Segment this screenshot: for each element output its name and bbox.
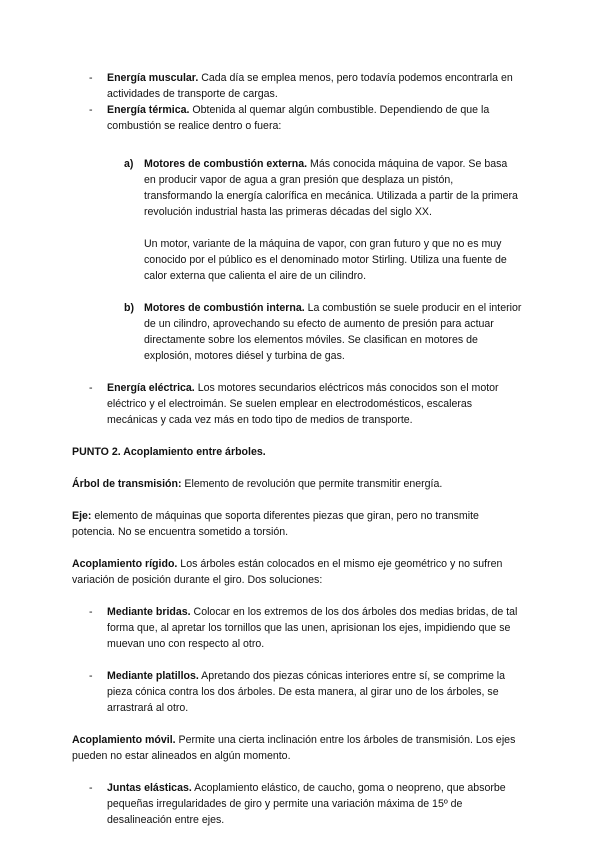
text-energia-termica: Obtenida al quemar algún combustible. Dependiendo de que la combustión se realice dentro o fuera: (107, 104, 490, 132)
text-bridas: Colocar en los extremos de los dos árboles dos medias bridas, de tal forma que, al apretar los tornillos que las unen, aprisionan los ejes, impidiendo que se muevan uno con respecto al otro. (107, 606, 518, 650)
text-movil: Permite una cierta inclinación entre los árboles de transmisión. Los ejes pueden no estar alineados en algún momento. (72, 734, 516, 762)
bullet-platillos (72, 668, 522, 716)
paragraph-eje (72, 508, 522, 540)
section-heading-text: PUNTO 2. Acoplamiento entre árboles. (72, 446, 266, 458)
section-heading-punto-2 (72, 444, 522, 460)
item-motores-externa (72, 156, 522, 284)
term-motores-externa: Motores de combustión externa. (144, 158, 308, 170)
bullet-juntas (72, 780, 522, 828)
paragraph-motor-stirling: Un motor, variante de la máquina de vapor, con gran futuro y que no es muy conocido por el público es el denominado motor Stirling. Utiliza una fuente de calor externa que calienta el aire de un cilindro. (144, 238, 507, 282)
term-motores-interna: Motores de combustión interna. (144, 302, 305, 314)
term-energia-electrica: Energía eléctrica. (107, 382, 195, 394)
term-rigido: Acoplamiento rígido. (72, 558, 178, 570)
paragraph-arbol (72, 476, 522, 492)
bullet-dash: - (89, 670, 93, 682)
bullet-dash: - (89, 72, 93, 84)
text-motores-externa: Más conocida máquina de vapor. Se basa en producir vapor de agua a gran presión que desplaza un pistón, transformando la energía calorífica en mecánica. Utilizada a partir de la primera revolución industrial hasta las primeras décadas del siglo XX. (144, 158, 518, 218)
bullet-energia-electrica (72, 380, 522, 428)
text-rigido: Los árboles están colocados en el mismo eje geométrico y no sufren variación de posición durante el giro. Dos soluciones: (72, 558, 503, 586)
bullet-energia-muscular (72, 70, 522, 102)
paragraph-motores-interna (144, 300, 522, 364)
item-motores-interna (72, 300, 522, 364)
bullet-dash: - (89, 382, 93, 394)
bullet-dash: - (89, 606, 93, 618)
text-motores-interna: La combustión se suele producir en el interior de un cilindro, aprovechando su efecto de aumento de presión para actuar directamente sobre los elementos móviles. Se clasifican en motores de explosión, motores diésel y turbina de gas. (144, 302, 522, 362)
text-eje: elemento de máquinas que soporta diferentes piezas que giran, pero no transmite potencia. No se encuentra sometido a torsión. (72, 510, 479, 538)
list-marker-b: b) (124, 302, 134, 314)
bullet-energia-termica (72, 102, 522, 134)
bullet-dash: - (89, 104, 93, 116)
list-marker-a: a) (124, 158, 134, 170)
text-energia-muscular: Cada día se emplea menos, pero todavía podemos encontrarla en actividades de transporte de cargas. (107, 72, 513, 100)
term-arbol: Árbol de transmisión: (72, 478, 182, 490)
text-arbol: Elemento de revolución que permite transmitir energía. (181, 478, 443, 490)
paragraph-movil (72, 732, 522, 764)
term-juntas: Juntas elásticas. (107, 782, 192, 794)
bullet-bridas (72, 604, 522, 652)
paragraph-motores-externa (144, 156, 522, 220)
paragraph-rigido (72, 556, 522, 588)
text-juntas: Acoplamiento elástico, de caucho, goma o neopreno, que absorbe pequeñas irregularidades de giro y permite una variación máxima de 15º de desalineación entre ejes. (107, 782, 506, 826)
term-eje: Eje: (72, 510, 92, 522)
term-platillos: Mediante platillos. (107, 670, 199, 682)
term-movil: Acoplamiento móvil. (72, 734, 176, 746)
text-energia-electrica: Los motores secundarios eléctricos más conocidos son el motor eléctrico y el electroimán. Se suelen emplear en electrodomésticos, escaleras mecánicas y cada vez más en todo tipo de medios de transporte. (107, 382, 499, 426)
term-energia-termica: Energía térmica. (107, 104, 190, 116)
term-bridas: Mediante bridas. (107, 606, 191, 618)
bullet-dash: - (89, 782, 93, 794)
term-energia-muscular: Energía muscular. (107, 72, 199, 84)
text-platillos: Apretando dos piezas cónicas interiores entre sí, se comprime la pieza cónica contra los dos árboles. De esta manera, al girar uno de los árboles, se arrastrará al otro. (107, 670, 506, 714)
